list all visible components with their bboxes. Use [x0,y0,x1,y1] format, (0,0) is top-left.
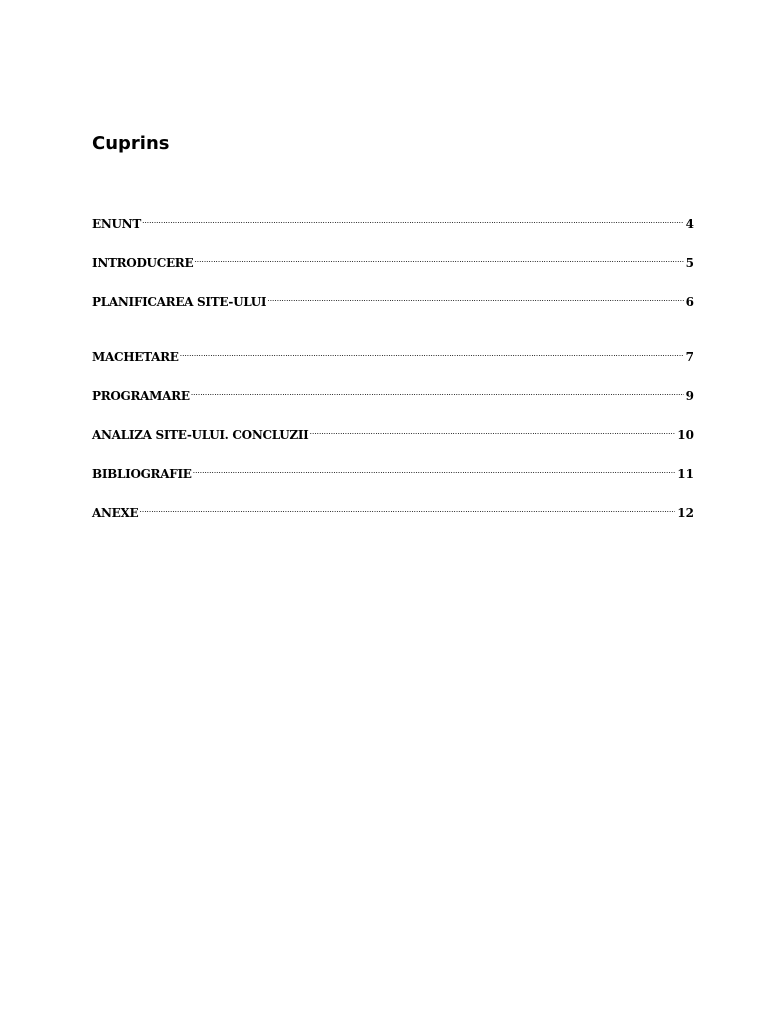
dot-leader [194,251,683,267]
dot-leader [193,462,676,478]
toc-entry-page-number: 6 [685,295,694,309]
toc-entry-label: PLANIFICAREA SITE-ULUI [92,295,267,309]
toc-entry-enunt[interactable] [92,212,694,232]
dot-leader [309,423,675,439]
toc-entry-label: ENUNT [92,217,141,231]
toc-entry-label: INTRODUCERE [92,256,194,270]
toc-entry-machetare[interactable] [92,345,694,365]
dot-leader [139,501,675,517]
toc-entry-page-number: 5 [685,256,694,270]
toc-entry-bibliografie[interactable] [92,462,694,482]
toc-entry-page-number: 7 [685,350,694,364]
toc-entry-page-number: 10 [677,428,694,442]
toc-entry-label: ANEXE [92,506,139,520]
toc-entry-introducere[interactable] [92,251,694,271]
dot-leader [180,345,684,361]
dot-leader [191,384,684,400]
toc-entry-anexe[interactable] [92,501,694,521]
toc-entry-label: ANALIZA SITE-ULUI. CONCLUZII [92,428,309,442]
toc-entry-page-number: 12 [677,506,694,520]
toc-title: Cuprins [92,133,170,154]
toc-entry-label: MACHETARE [92,350,179,364]
dot-leader [142,212,684,228]
toc-entry-planificarea-site-ului[interactable] [92,290,694,310]
toc-entry-page-number: 4 [685,217,694,231]
toc-entry-page-number: 11 [677,467,694,481]
toc-entry-page-number: 9 [685,389,694,403]
toc-entry-label: BIBLIOGRAFIE [92,467,192,481]
dot-leader [267,290,683,306]
toc-entry-analiza-site-ului-concluzii[interactable] [92,423,694,443]
toc-entry-programare[interactable] [92,384,694,404]
toc-entry-label: PROGRAMARE [92,389,190,403]
